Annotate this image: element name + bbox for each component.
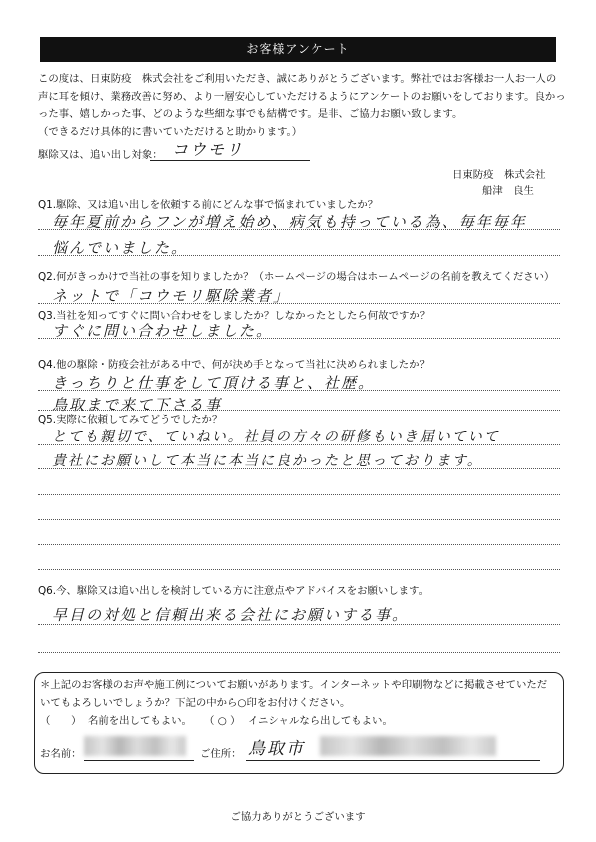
answer-5-line-2: 貴社にお願いして本当に本当に良かったと思っております。 [52, 453, 483, 469]
intro-text [38, 71, 566, 141]
answer-rule [38, 624, 560, 625]
answer-rule [38, 652, 560, 653]
answer-rule [38, 569, 560, 570]
company-person: 船津 良生 [482, 184, 534, 197]
answer-1-line-1: 毎年夏前からフンが増え始め、病気も持っている為、毎年毎年 [52, 213, 527, 231]
answer-rule [38, 255, 560, 256]
address-city: 鳥取市 [248, 739, 305, 759]
survey-title: お客様アンケート [40, 37, 556, 62]
question-3: Q3.当社を知ってすぐに問い合わせをしましたか？しなかったとしたら何故ですか？ [38, 310, 431, 322]
answer-rule [38, 390, 560, 391]
option-name-checkbox[interactable]: （ ） [40, 715, 82, 727]
company-name: 日東防疫 株式会社 [452, 169, 546, 181]
target-value: コウモリ [172, 140, 245, 159]
answer-rule [38, 468, 560, 469]
address-underline [246, 760, 540, 761]
consent-note-line-1: ＊上記のお客様のお声や施工例についてお願いがあります。インターネットや印刷物などに掲載させていただ [40, 679, 548, 691]
question-6: Q6.今、駆除又は追い出しを検討している方に注意点やアドバイスをお願いします。 [38, 585, 430, 597]
answer-rule [38, 338, 560, 339]
intro-line: この度は、日東防疫 株式会社をご利用いただき、誠にありがとうございます。弊社ではお客様お一人お一人の [38, 73, 557, 85]
answer-rule [38, 303, 560, 304]
question-2: Q2.何がきっかけで当社の事を知りましたか？（ホームページの場合はホームページの名前を教えてください） [38, 271, 555, 283]
question-1: Q1.駆除、又は追い出しを依頼する前にどんな事で悩まれていましたか？ [38, 199, 379, 211]
name-label: お名前： [40, 748, 82, 760]
intro-line: （できるだけ具体的に書いていただけると助かります。） [38, 125, 303, 138]
question-5: Q5.実際に依頼してみてどうでしたか？ [38, 414, 223, 426]
answer-rule [38, 544, 560, 545]
name-underline [84, 760, 194, 761]
answer-rule [38, 444, 560, 445]
answer-4-line-1: きっちりと仕事をして頂ける事と、社歴。 [52, 374, 376, 392]
answer-5-line-1: とても親切で、ていねい。社員の方々の研修もいき届いていて [52, 429, 500, 445]
option-initial-label: イニシャルなら出してもよい。 [248, 715, 393, 727]
consent-note-line-2: いてもよろしいでしょうか？下記の中から○印をお付けください。 [40, 697, 351, 709]
company-block [452, 168, 552, 199]
answer-rule [38, 494, 560, 495]
intro-line: った事、嬉しかった事、どのような些細な事でも結構です。是非、ご協力お願い致します。 [38, 108, 463, 120]
answer-3-line-1: すぐに問い合わせしました。 [52, 322, 274, 340]
question-4: Q4.他の駆除・防疫会社がある中で、何が決め手となって当社に決められましたか？ [38, 359, 430, 371]
answer-6-line-1: 早目の対処と信頼出来る会社にお願いする事。 [52, 606, 410, 624]
answer-rule [38, 519, 560, 520]
answer-rule [38, 229, 560, 230]
address-label: ご住所： [200, 748, 242, 760]
option-name-label: 名前を出してもよい。 [88, 715, 192, 727]
intro-line: 声に耳を傾け、業務改善に努め、より一層安心していただけるようにアンケートのお願いをしております。良かっ [38, 90, 566, 103]
answer-2-line-1: ネットで「コウモリ駆除業者」 [52, 287, 291, 305]
target-label: 駆除又は、追い出し対象： [38, 149, 163, 161]
option-initial-checkbox[interactable]: （ ○ ） [204, 715, 241, 727]
target-underline [150, 160, 310, 161]
closing-thanks: ご協力ありがとうございます [230, 811, 366, 823]
answer-1-line-2: 悩んでいました。 [52, 239, 189, 257]
name-redacted [84, 736, 186, 756]
answer-4-line-2: 鳥取まで来て下さる事 [52, 396, 223, 414]
address-redacted [320, 736, 496, 756]
